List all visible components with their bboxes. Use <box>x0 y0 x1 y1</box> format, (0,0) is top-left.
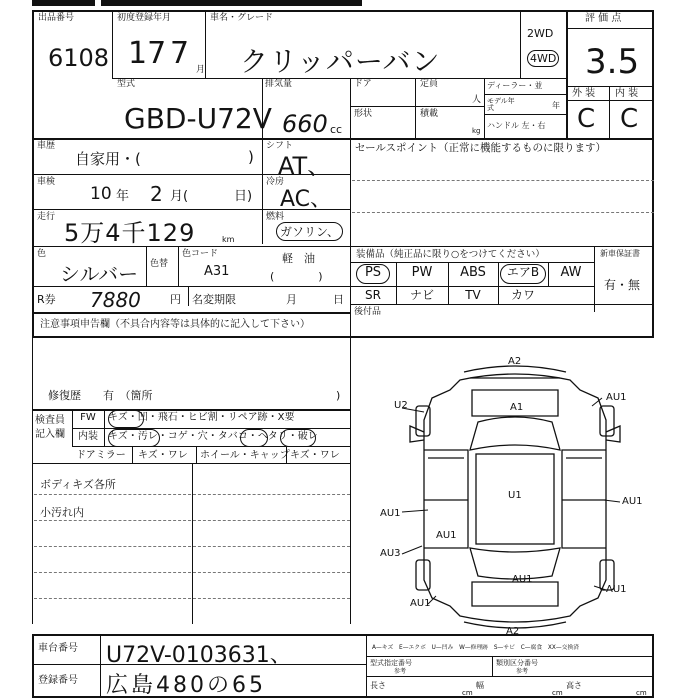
mark-left-au1b: AU1 <box>436 530 457 541</box>
width-unit: cm <box>552 689 563 697</box>
mark-roof-u1: U1 <box>508 490 522 501</box>
shift-value: AT、 <box>278 152 332 180</box>
capacity-label: 定員 <box>420 79 439 89</box>
length-label: 長さ <box>370 681 386 690</box>
doors-label: ドア <box>354 79 372 89</box>
model-label: 型式 <box>117 79 136 89</box>
registration-label: 登録番号 <box>38 675 78 686</box>
mark-right-front-au1: AU1 <box>606 392 627 403</box>
warranty-label: 新車保証書 <box>600 249 640 258</box>
length-unit: cm <box>462 689 473 697</box>
color-label: 色 <box>37 249 47 259</box>
height-label: 高さ <box>566 681 582 690</box>
note-line-2: 小汚れ内 <box>40 506 84 519</box>
equipment-label: 装備品（純正品に限り○をつけてください） <box>356 249 545 260</box>
fw-label: FW <box>80 412 96 423</box>
equip-airbag-circle <box>500 264 546 284</box>
fuel-value: ガソリン、 <box>276 222 343 241</box>
name-change-day: 日 <box>333 293 344 306</box>
equip-ps: PS <box>364 265 382 280</box>
warranty-value: 有・無 <box>604 278 641 292</box>
equip-navi: ナビ <box>409 288 434 302</box>
equip-leather: カワ <box>510 288 535 302</box>
recycle-unit: 円 <box>170 293 181 306</box>
drive-2wd: 2WD <box>527 27 554 40</box>
first-reg-year: 17 <box>128 36 167 71</box>
usage-label: 車歴 <box>37 141 56 151</box>
equip-aw: AW <box>560 265 582 280</box>
mark-rear-au1: AU1 <box>512 574 533 585</box>
category-number-ref: 参考 <box>516 668 529 675</box>
interior-check-text: キズ・汚レ・コゲ・穴・タバコ・ヘタリ・破レ <box>108 431 318 442</box>
inspection-day-unit: 日) <box>234 189 253 204</box>
fuel-label: 燃料 <box>266 212 285 222</box>
mileage-value: 5万4千129 <box>64 219 196 247</box>
handle-label: ハンドル 左・右 <box>487 121 546 130</box>
mark-front-a2: A2 <box>508 356 522 367</box>
color-change-label: 色替 <box>150 259 169 269</box>
circle-fw-kizu <box>108 410 144 428</box>
selling-points-label: セールスポイント（正常に機能するものに限ります） <box>355 142 607 154</box>
header-strip <box>32 0 362 6</box>
mark-u2: U2 <box>394 400 408 411</box>
car-name-label: 車名・グレード <box>210 13 274 23</box>
equip-tv: TV <box>465 288 481 302</box>
door-mirror-value: キズ・ワレ <box>138 450 188 461</box>
model-year-label: モデル年式 <box>487 97 515 113</box>
shift-label: シフト <box>266 141 294 151</box>
exterior-grade: C <box>577 104 596 134</box>
notes-label: 注意事項申告欄（不具合内容等は具体的に記入して下さい） <box>40 319 310 330</box>
chassis-value: U72V-0103631、 <box>106 643 292 668</box>
header-strip-gap <box>95 0 101 6</box>
equip-airbag: エアB <box>506 265 540 279</box>
mileage-label: 走行 <box>37 212 56 222</box>
mark-left-rear-au1: AU1 <box>410 598 431 609</box>
ac-label: 冷房 <box>266 177 285 187</box>
car-name-value: クリッパーバン <box>240 45 441 78</box>
height-unit: cm <box>636 689 647 697</box>
mark-left-au3: AU3 <box>380 548 401 559</box>
name-change-month: 月 <box>286 293 297 306</box>
name-change-label: 名変期限 <box>192 293 236 306</box>
mileage-unit: km <box>222 235 235 244</box>
model-value: GBD-U72V <box>124 102 272 135</box>
mark-left-au1: AU1 <box>380 508 401 519</box>
load-unit: kg <box>472 127 481 135</box>
circle-int-hetari <box>280 429 316 447</box>
recycle-value: 7880 <box>90 288 141 312</box>
exterior-label: 外 装 <box>572 88 596 99</box>
fuel-diesel: 軽 油 <box>282 252 315 265</box>
color-code-label: 色コード <box>182 249 219 259</box>
equip-ps-circle <box>356 264 390 284</box>
inspection-year: 10 <box>90 184 112 204</box>
first-reg-label: 初度登録年月 <box>117 13 172 23</box>
recycle-label: R券 <box>37 293 56 306</box>
car-diagram <box>380 350 650 640</box>
equip-abs: ABS <box>460 265 486 280</box>
repair-close: ) <box>336 389 341 402</box>
registration-value: 広島480の65 <box>106 673 266 698</box>
inspector-label1: 検査員 <box>35 415 65 426</box>
displacement-unit: cc <box>330 123 343 136</box>
fuel-paren: ( ) <box>270 270 323 283</box>
damage-legend: A—キズ E—エクボ U—凹み W—修理跡 S—サビ C—腐食 XX—交換済 <box>372 645 580 651</box>
displacement-label: 排気量 <box>265 79 293 89</box>
repair-label: 修復歴 有 （箇所 <box>48 389 153 402</box>
color-code: A31 <box>204 264 230 279</box>
lot-number: 6108 <box>48 44 110 72</box>
shape-label: 形状 <box>354 109 373 119</box>
drive-4wd: 4WD <box>527 50 559 67</box>
width-label: 幅 <box>476 681 484 690</box>
usage-value: 自家用・( <box>75 150 141 168</box>
equip-sr: SR <box>365 288 381 302</box>
interior-label: 内 装 <box>615 88 639 99</box>
inspection-year-unit: 年 <box>116 189 130 204</box>
mark-hood-a1: A1 <box>510 402 524 413</box>
dealer-label: ディーラー・並 <box>487 81 543 90</box>
fw-text: キズ・凹・飛石・ヒビ割・リペア跡・X要 <box>108 412 295 423</box>
capacity-unit: 人 <box>472 95 482 105</box>
wheel-value: キズ・ワレ <box>290 450 340 461</box>
inspector-label2: 記入欄 <box>35 429 65 440</box>
grade-label: 評 価 点 <box>585 13 622 24</box>
inspection-month: 2 <box>150 182 163 206</box>
type-number-label: 型式指定番号 <box>370 659 412 667</box>
first-reg-month-unit: 月 <box>196 65 206 75</box>
first-reg-month: 7 <box>170 36 190 71</box>
circle-int-kizu <box>108 429 160 447</box>
inspection-month-unit: 月( <box>170 189 189 204</box>
inspection-label: 車検 <box>37 177 56 187</box>
note-line-1: ボディキズ各所 <box>40 478 116 491</box>
mark-rear-a2: A2 <box>506 626 520 637</box>
interior-grade: C <box>620 104 639 134</box>
ac-value: AC、 <box>280 187 333 212</box>
mark-right-rear-au1: AU1 <box>606 584 627 595</box>
mark-roof-au1: AU1 <box>622 496 643 507</box>
attached-label: 後付品 <box>354 307 382 317</box>
type-number-ref: 参考 <box>394 668 407 675</box>
chassis-label: 車台番号 <box>38 643 78 654</box>
category-number-label: 類別区分番号 <box>496 659 538 667</box>
wheel-label: ホイール・キャップ <box>200 450 290 461</box>
load-label: 積載 <box>420 109 439 119</box>
model-year-unit: 年 <box>552 101 560 110</box>
lot-label: 出品番号 <box>38 13 75 23</box>
door-mirror-label: ドアミラー <box>76 450 126 461</box>
equip-pw: PW <box>411 265 433 280</box>
color-value: シルバー <box>60 262 139 286</box>
usage-close: ) <box>248 148 254 166</box>
grade-value: 3.5 <box>585 42 640 82</box>
circle-int-hole <box>240 429 268 447</box>
displacement-value: 660 <box>282 110 328 138</box>
interior-check-label: 内装 <box>78 431 98 442</box>
